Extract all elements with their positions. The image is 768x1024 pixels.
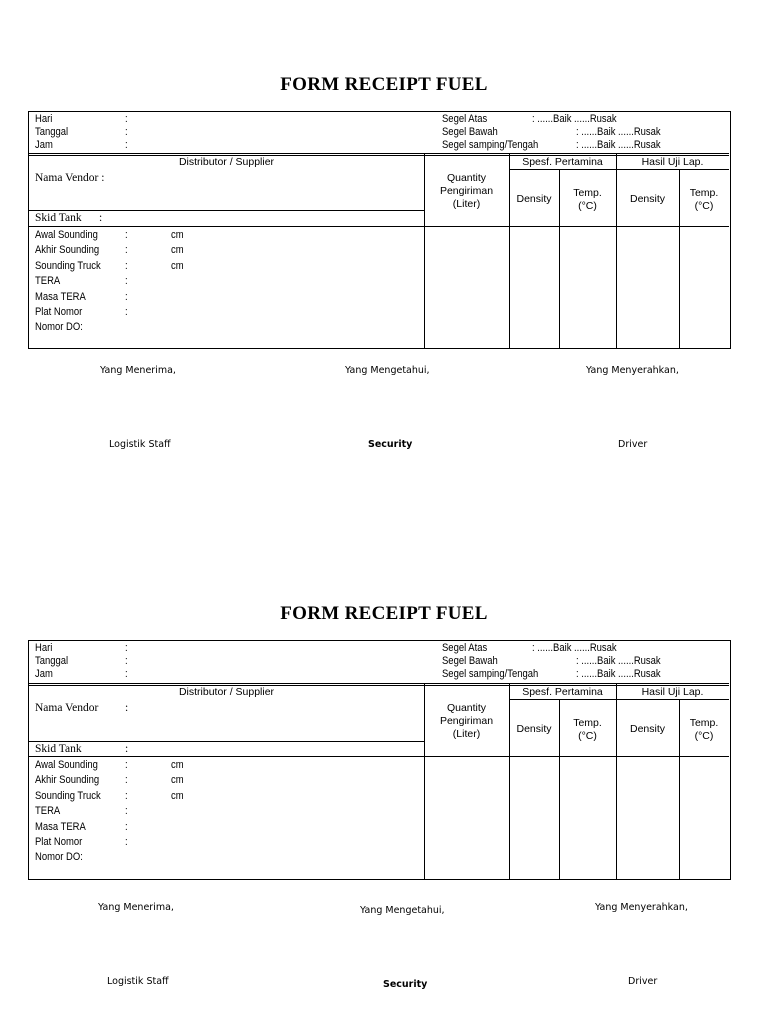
segel-atas-label: Segel Atas (442, 113, 488, 125)
nomor-do-label: Nomor DO: (35, 851, 83, 863)
temp-spesf-line-1: Temp. (573, 717, 602, 729)
logistik-staff: Logistik Staff (107, 976, 169, 987)
jam-colon: : (125, 139, 128, 151)
nama-vendor-colon: : (125, 702, 129, 714)
skid-tank-colon: : (99, 212, 103, 224)
awal-sounding-label: Awal Sounding (35, 759, 98, 771)
akhir-sounding-label: Akhir Sounding (35, 244, 100, 256)
plat-nomor-label: Plat Nomor (35, 306, 83, 318)
segel-bawah-label: Segel Bawah (442, 655, 498, 667)
akhir-sounding-unit: cm (171, 244, 184, 256)
sounding-truck-label: Sounding Truck (35, 260, 101, 272)
temp-hasil-line-2: (°C) (694, 730, 714, 742)
sounding-truck-colon: : (125, 790, 128, 802)
sounding-truck-label: Sounding Truck (35, 790, 101, 802)
segel-samping-value: : ......Baik ......Rusak (576, 139, 661, 151)
yang-menerima: Yang Menerima, (98, 902, 174, 913)
awal-sounding-label: Awal Sounding (35, 229, 98, 241)
quantity-line-2: Pengiriman (439, 185, 494, 197)
density-hasil: Density (629, 723, 665, 735)
plat-nomor-colon: : (125, 836, 128, 848)
temp-spesf-line-1: Temp. (573, 187, 602, 199)
masa-tera-colon: : (125, 821, 128, 833)
tera-colon: : (125, 805, 128, 817)
plat-nomor-colon: : (125, 306, 128, 318)
distributor-header: Distributor / Supplier (178, 156, 275, 168)
jam-label: Jam (35, 139, 53, 151)
hari-colon: : (125, 113, 128, 125)
quantity-line-1: Quantity (446, 172, 487, 184)
quantity-line-3: (Liter) (452, 728, 481, 740)
tanggal-colon: : (125, 655, 128, 667)
segel-bawah-label: Segel Bawah (442, 126, 498, 138)
segel-samping-label: Segel samping/Tengah (442, 139, 539, 151)
temp-spesf-line-2: (°C) (578, 730, 597, 742)
form-title: FORM RECEIPT FUEL (280, 74, 488, 95)
hasil-header: Hasil Uji Lap. (641, 686, 704, 698)
segel-bawah-value: : ......Baik ......Rusak (576, 126, 661, 138)
sounding-truck-colon: : (125, 260, 128, 272)
quantity-line-2: Pengiriman (439, 715, 494, 727)
yang-mengetahui: Yang Mengetahui, (345, 365, 430, 376)
akhir-sounding-unit: cm (171, 774, 184, 786)
yang-menyerahkan: Yang Menyerahkan, (595, 902, 688, 913)
akhir-sounding-colon: : (125, 244, 128, 256)
segel-atas-value: : ......Baik ......Rusak (532, 113, 617, 125)
jam-colon: : (125, 668, 128, 680)
form-grid (28, 640, 731, 880)
plat-nomor-label: Plat Nomor (35, 836, 83, 848)
segel-atas-label: Segel Atas (442, 642, 488, 654)
segel-bawah-value: : ......Baik ......Rusak (576, 655, 661, 667)
hari-label: Hari (35, 113, 53, 125)
segel-atas-value: : ......Baik ......Rusak (532, 642, 617, 654)
sounding-truck-unit: cm (171, 260, 184, 272)
form-grid (28, 111, 731, 349)
security: Security (383, 979, 428, 990)
yang-menyerahkan: Yang Menyerahkan, (586, 365, 679, 376)
tanggal-label: Tanggal (35, 655, 69, 667)
yang-menerima: Yang Menerima, (100, 365, 176, 376)
sounding-truck-unit: cm (171, 790, 184, 802)
hasil-header: Hasil Uji Lap. (641, 156, 704, 168)
masa-tera-label: Masa TERA (35, 291, 86, 303)
density-spesf: Density (516, 193, 552, 205)
logistik-staff: Logistik Staff (109, 439, 171, 450)
spesf-header: Spesf. Pertamina (522, 156, 603, 168)
awal-sounding-colon: : (125, 229, 128, 241)
yang-mengetahui: Yang Mengetahui, (360, 905, 445, 916)
jam-label: Jam (35, 668, 53, 680)
masa-tera-colon: : (125, 291, 128, 303)
skid-tank-colon: : (125, 743, 129, 755)
skid-tank-label: Skid Tank (35, 212, 82, 224)
temp-hasil-line-2: (°C) (694, 200, 714, 212)
segel-samping-value: : ......Baik ......Rusak (576, 668, 661, 680)
security: Security (368, 439, 413, 450)
quantity-line-1: Quantity (446, 702, 487, 714)
distributor-header: Distributor / Supplier (178, 686, 275, 698)
driver: Driver (618, 439, 648, 450)
skid-tank-label: Skid Tank (35, 743, 82, 755)
nama-vendor-label: Nama Vendor (35, 702, 99, 714)
density-spesf: Density (516, 723, 552, 735)
hari-label: Hari (35, 642, 53, 654)
akhir-sounding-label: Akhir Sounding (35, 774, 100, 786)
tanggal-colon: : (125, 126, 128, 138)
temp-hasil-line-1: Temp. (689, 717, 719, 729)
segel-samping-label: Segel samping/Tengah (442, 668, 539, 680)
driver: Driver (628, 976, 658, 987)
tera-label: TERA (35, 275, 61, 287)
nomor-do-label: Nomor DO: (35, 321, 83, 333)
tanggal-label: Tanggal (35, 126, 69, 138)
masa-tera-label: Masa TERA (35, 821, 86, 833)
tera-label: TERA (35, 805, 61, 817)
temp-spesf-line-2: (°C) (578, 200, 597, 212)
spesf-header: Spesf. Pertamina (522, 686, 603, 698)
awal-sounding-colon: : (125, 759, 128, 771)
awal-sounding-unit: cm (171, 759, 184, 771)
temp-hasil-line-1: Temp. (689, 187, 719, 199)
nama-vendor-label: Nama Vendor : (35, 172, 105, 184)
density-hasil: Density (629, 193, 665, 205)
quantity-line-3: (Liter) (452, 198, 481, 210)
form-title: FORM RECEIPT FUEL (280, 603, 488, 624)
awal-sounding-unit: cm (171, 229, 184, 241)
tera-colon: : (125, 275, 128, 287)
hari-colon: : (125, 642, 128, 654)
akhir-sounding-colon: : (125, 774, 128, 786)
